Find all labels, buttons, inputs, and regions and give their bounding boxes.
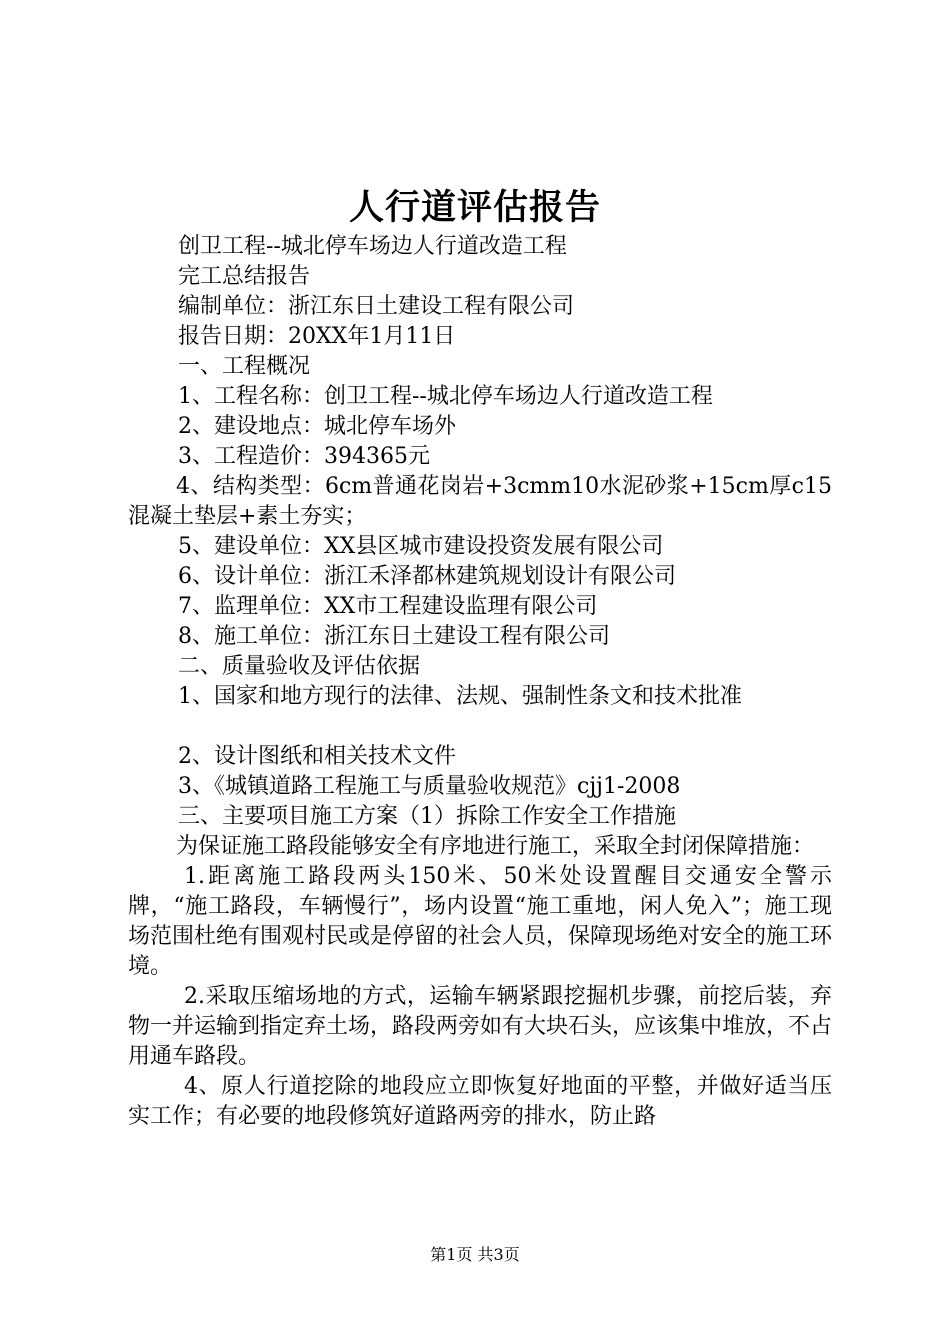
project-name-line: 创卫工程--城北停车场边人行道改造工程 [178,234,567,259]
compiler-line: 编制单位：浙江东日土建设工程有限公司 [178,294,575,319]
section-heading-quality: 二、质量验收及评估依据 [178,654,421,679]
document-title: 人行道评估报告 [348,187,601,228]
page-number-footer: 第1页 共3页 [430,1245,520,1264]
list-item-supervisor: 7、监理单位：XX市工程建设监理有限公司 [178,594,598,619]
list-item-designer: 6、设计单位：浙江禾泽都林建筑规划设计有限公司 [178,564,676,589]
report-date-line: 报告日期：20XX年1月11日 [178,324,456,349]
blank-line [128,712,832,742]
list-item-structure: 4、结构类型：6cm普通花岗岩+3cmm10水泥砂浆+15cm厚c15混凝土垫层+素土夯实； [128,474,832,529]
document-body [128,232,832,1132]
list-item-drawings: 2、设计图纸和相关技术文件 [178,744,456,769]
list-item-cost: 3、工程造价：394365元 [178,444,430,469]
paragraph-site-compression: 2.采取压缩场地的方式，运输车辆紧跟挖掘机步骤，前挖后装，弃物一并运输到指定弃土场，路段两旁如有大块石头，应该集中堆放，不占用通车路段。 [128,984,833,1069]
list-item-standard: 3、《城镇道路工程施工与质量验收规范》cjj1-2008 [178,774,681,799]
list-item-project-name: 1、工程名称：创卫工程--城北停车场边人行道改造工程 [178,384,713,409]
section-heading-construction: 三、主要项目施工方案（1）拆除工作安全工作措施 [178,804,676,829]
paragraph-safety-intro: 为保证施工路段能够安全有序地进行施工，采取全封闭保障措施： [176,834,815,859]
list-item-owner: 5、建设单位：XX县区城市建设投资发展有限公司 [178,534,664,559]
list-item-contractor: 8、施工单位：浙江东日土建设工程有限公司 [178,624,610,649]
list-item-location: 2、建设地点：城北停车场外 [178,414,456,439]
paragraph-restoration: 4、原人行道挖除的地段应立即恢复好地面的平整，并做好适当压实工作；有必要的地段修筑好道路两旁的排水，防止路 [128,1074,832,1129]
section-heading-overview: 一、工程概况 [178,354,311,379]
paragraph-signage: 1.距离施工路段两头150米、50米处设置醒目交通安全警示牌，“施工路段，车辆慢行”，场内设置“施工重地，闲人免入”；施工现场范围杜绝有围观村民或是停留的社会人员，保障现场绝对安全的施工环境。 [128,864,833,979]
report-type-line: 完工总结报告 [178,264,311,289]
list-item-laws: 1、国家和地方现行的法律、法规、强制性条文和技术批准 [178,684,742,709]
